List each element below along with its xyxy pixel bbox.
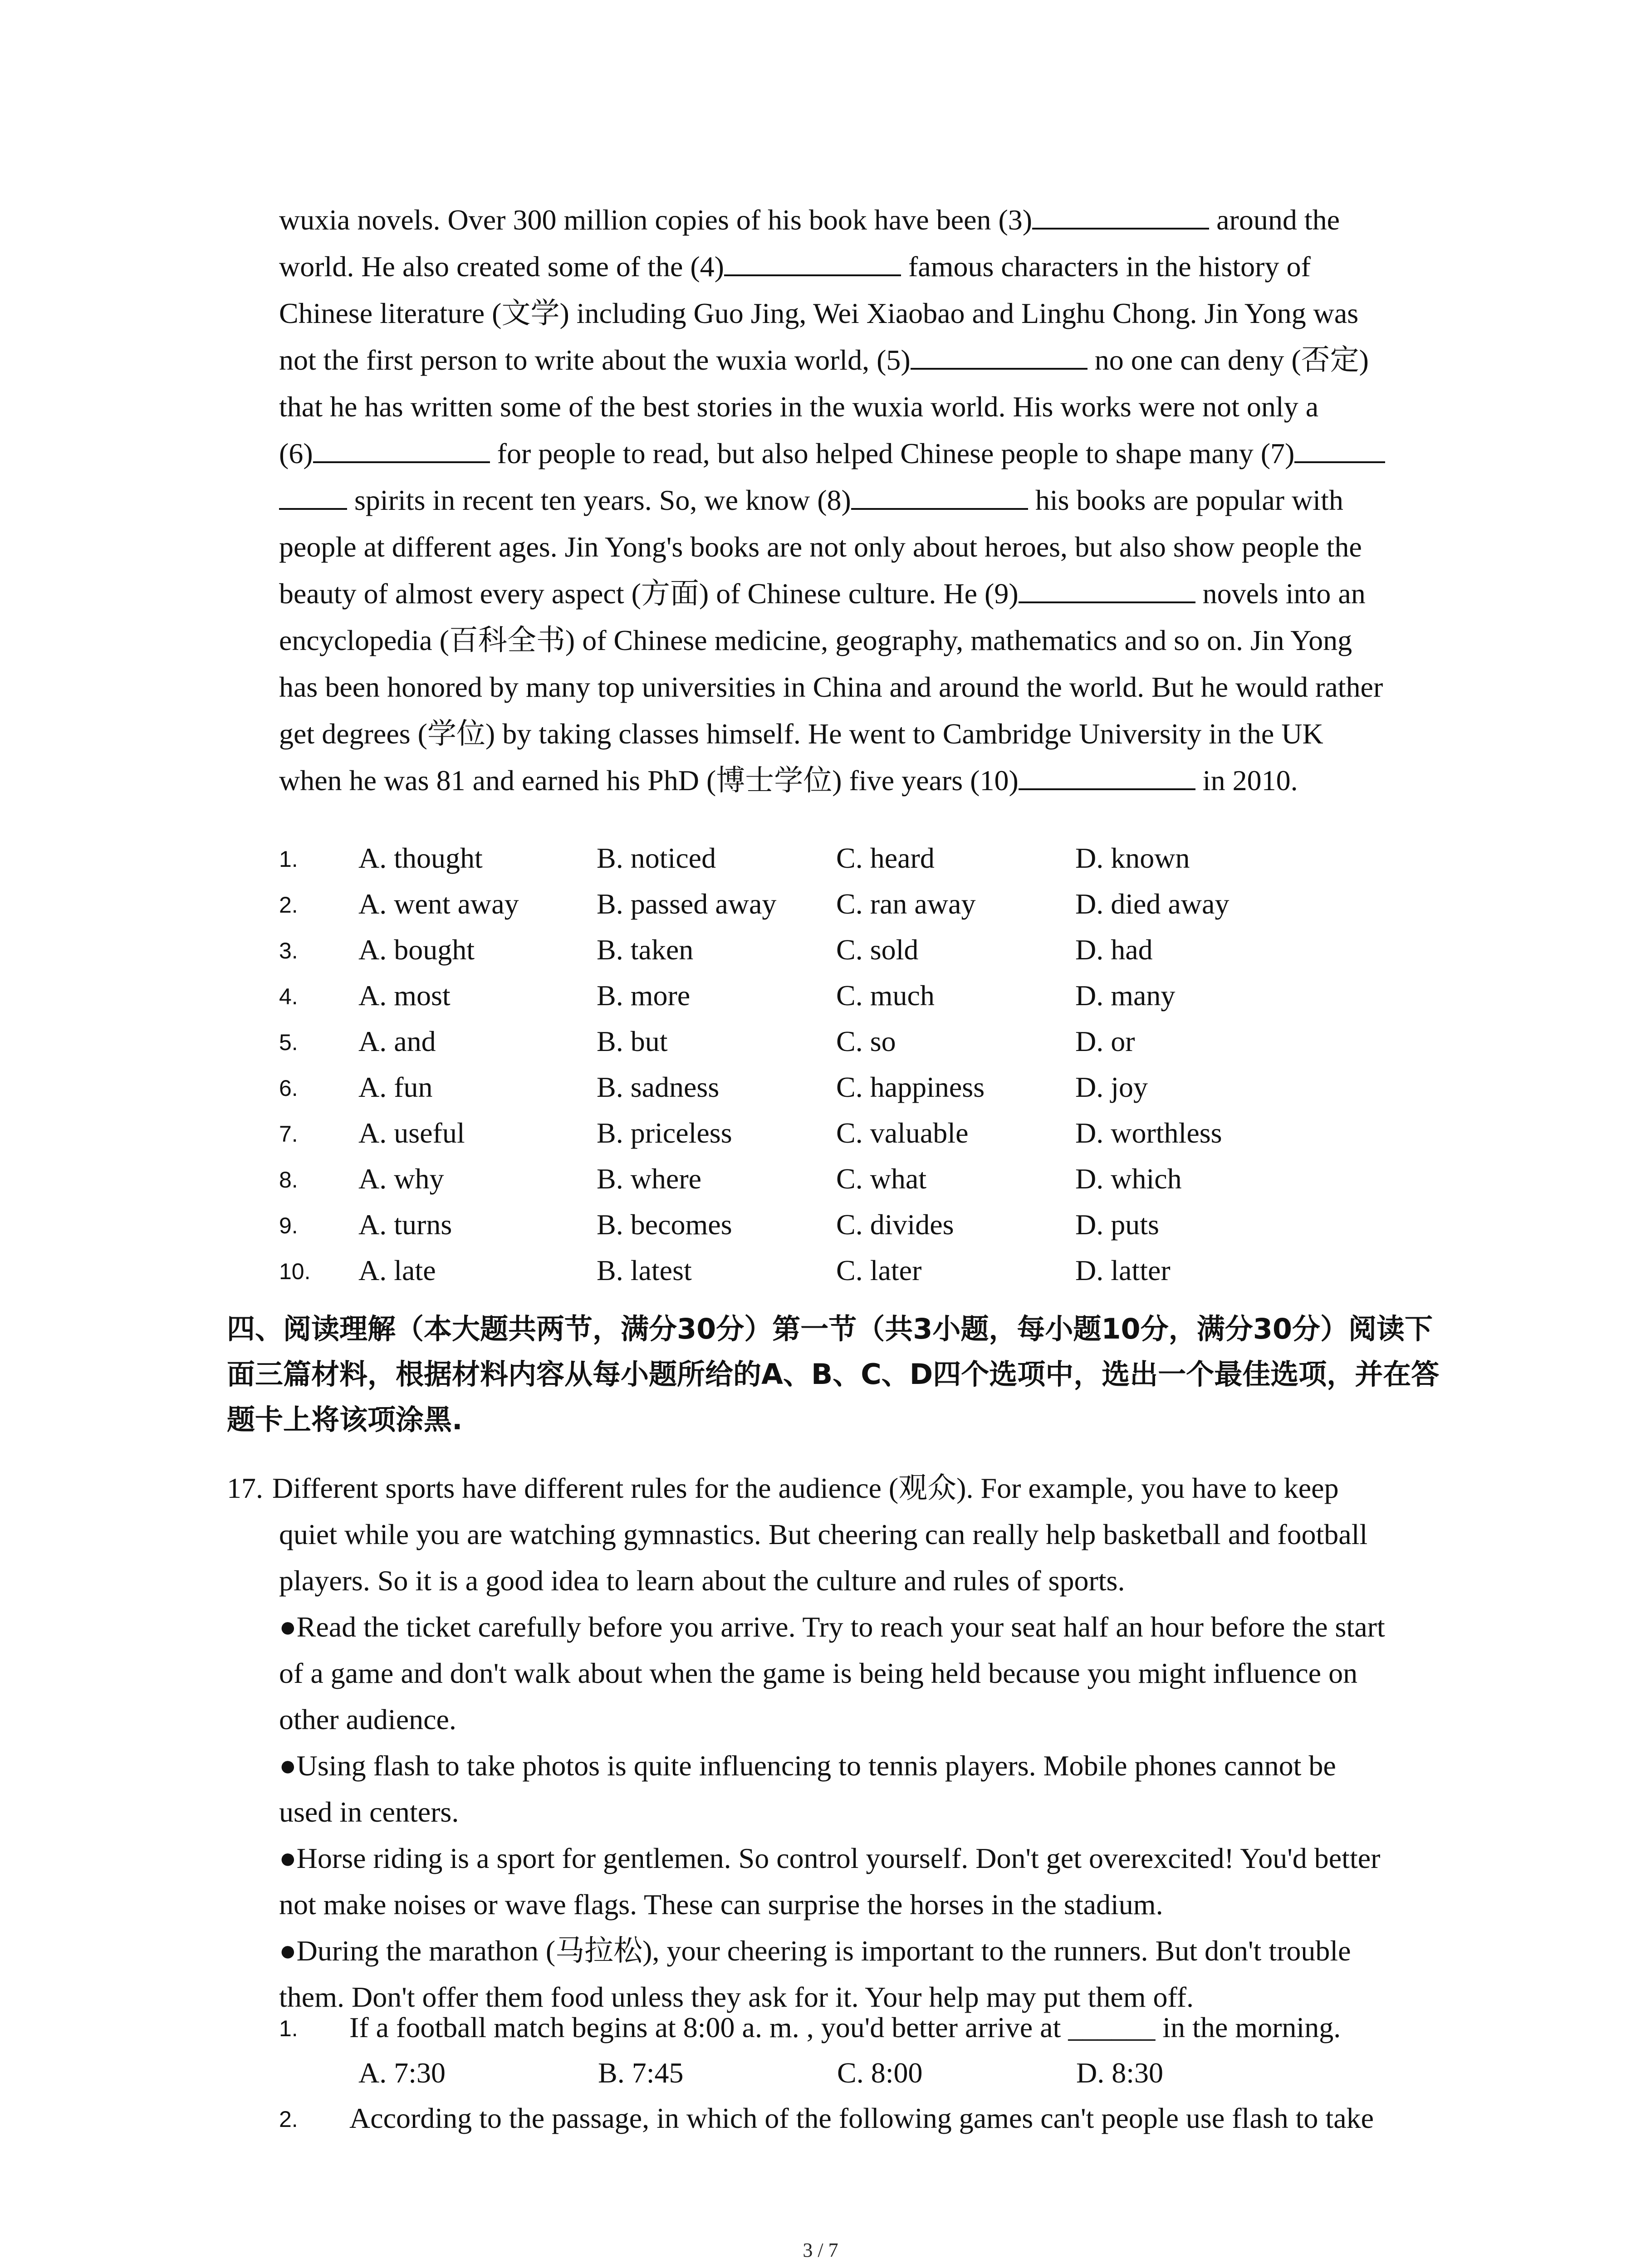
option-number: 1. — [279, 846, 298, 872]
option-number: 7. — [279, 1121, 298, 1147]
passage-line — [279, 757, 1459, 804]
subquestion-1-option-c: C. 8:00 — [837, 2057, 923, 2089]
passage-line — [279, 430, 1459, 477]
answer-blank — [851, 481, 1028, 510]
subquestion-1-number: 1. — [279, 2016, 298, 2041]
option-b: B. taken — [597, 934, 694, 966]
option-number: 2. — [279, 892, 298, 918]
option-c: C. valuable — [836, 1117, 969, 1149]
subquestion-2-text: According to the passage, in which of the following games can't people use flash to take — [349, 2102, 1374, 2134]
option-c: C. divides — [836, 1208, 954, 1241]
option-d: D. many — [1075, 979, 1176, 1012]
passage-line — [279, 383, 1459, 430]
subquestion-2-number: 2. — [279, 2107, 298, 2132]
passage-text: (6) — [279, 437, 313, 469]
option-c: C. heard — [836, 842, 935, 874]
option-d: D. which — [1075, 1163, 1182, 1195]
option-number: 3. — [279, 938, 298, 963]
option-c: C. sold — [836, 934, 919, 966]
option-b: B. priceless — [597, 1117, 732, 1149]
passage-text: beauty of almost every aspect (方面) of Chinese culture. He (9) — [279, 577, 1019, 610]
option-b: B. where — [597, 1163, 702, 1195]
option-a: A. thought — [358, 842, 483, 874]
option-number: 5. — [279, 1030, 298, 1055]
question-17-line: used in centers. — [279, 1796, 459, 1828]
question-17-line: other audience. — [279, 1703, 456, 1735]
option-b: B. sadness — [597, 1071, 720, 1103]
answer-blank — [279, 481, 347, 510]
option-a: A. why — [358, 1163, 444, 1195]
question-17-line: ●Horse riding is a sport for gentlemen. So control yourself. Don't get overexcited! You'd better — [279, 1842, 1381, 1874]
passage-text: around the — [1209, 204, 1340, 236]
question-number: 17. — [227, 1472, 263, 1504]
passage-line — [279, 196, 1459, 243]
option-a: A. went away — [358, 888, 519, 920]
passage-text: Chinese literature (文学) including Guo Jing, Wei Xiaobao and Linghu Chong. Jin Yong was — [279, 297, 1359, 329]
option-a: A. most — [358, 979, 451, 1012]
passage-text: world. He also created some of the (4) — [279, 250, 724, 283]
passage-text: in 2010. — [1195, 764, 1298, 797]
subquestion-1-text: If a football match begins at 8:00 a. m. , you'd better arrive at ______ in the morning. — [349, 2011, 1341, 2043]
page-number: 3 / 7 — [803, 2239, 838, 2261]
option-number: 6. — [279, 1075, 298, 1101]
option-c: C. what — [836, 1163, 927, 1195]
option-b: B. latest — [597, 1254, 692, 1286]
passage-line — [279, 523, 1459, 570]
passage-text: famous characters in the history of — [901, 250, 1311, 283]
answer-blank — [1019, 574, 1195, 603]
option-c: C. happiness — [836, 1071, 985, 1103]
answer-blank — [1032, 200, 1209, 230]
option-d: D. or — [1075, 1025, 1135, 1057]
passage-text: no one can deny (否定) — [1087, 344, 1369, 376]
option-c: C. later — [836, 1254, 922, 1286]
passage-text: his books are popular with — [1028, 484, 1343, 516]
passage-line — [279, 570, 1459, 617]
option-number: 4. — [279, 984, 298, 1009]
option-b: B. but — [597, 1025, 668, 1057]
subquestion-1-option-b: B. 7:45 — [598, 2057, 684, 2089]
option-c: C. so — [836, 1025, 896, 1057]
option-d: D. puts — [1075, 1208, 1159, 1241]
passage-text: spirits in recent ten years. So, we know (8) — [347, 484, 851, 516]
option-b: B. more — [597, 979, 691, 1012]
option-d: D. latter — [1075, 1254, 1171, 1286]
passage-text: for people to read, but also helped Chinese people to shape many (7) — [490, 437, 1295, 469]
answer-blank — [911, 341, 1087, 370]
cloze-passage — [279, 196, 1459, 804]
question-17-line: ●During the marathon (马拉松), your cheering is important to the runners. But don't trouble — [279, 1935, 1351, 1967]
option-number: 10. — [279, 1259, 311, 1284]
option-a: A. late — [358, 1254, 436, 1286]
passage-line — [279, 617, 1459, 664]
passage-line — [279, 664, 1459, 710]
option-b: B. noticed — [597, 842, 716, 874]
passage-line — [279, 290, 1459, 337]
passage-text: when he was 81 and earned his PhD (博士学位) five years (10) — [279, 764, 1019, 797]
option-a: A. bought — [358, 934, 475, 966]
answer-blank — [1019, 761, 1195, 790]
answer-blank — [1294, 434, 1385, 463]
question-17-line: not make noises or wave flags. These can surprise the horses in the stadium. — [279, 1888, 1163, 1921]
answer-blank — [724, 247, 901, 276]
option-a: A. and — [358, 1025, 436, 1057]
answer-blank — [313, 434, 490, 463]
section-title: 四、阅读理解（本大题共两节，满分30分）第一节（共3小题，每小题10分，满分30分）阅读下面三篇材料，根据材料内容从每小题所给的A、B、C、D四个选项中，选出一个最佳选项，并在答题卡上将该项涂黑. — [227, 1312, 1440, 1436]
option-d: D. died away — [1075, 888, 1230, 920]
subquestion-1-option-a: A. 7:30 — [358, 2057, 446, 2089]
question-17-line: ●Read the ticket carefully before you arrive. Try to reach your seat half an hour before the start — [279, 1611, 1385, 1643]
passage-text: novels into an — [1195, 577, 1366, 610]
passage-text: people at different ages. Jin Yong's books are not only about heroes, but also show people the — [279, 531, 1362, 563]
option-d: D. joy — [1075, 1071, 1148, 1103]
option-a: A. turns — [358, 1208, 452, 1241]
option-c: C. ran away — [836, 888, 976, 920]
option-a: A. fun — [358, 1071, 433, 1103]
passage-text: encyclopedia (百科全书) of Chinese medicine, geography, mathematics and so on. Jin Yong — [279, 624, 1352, 656]
option-d: D. had — [1075, 934, 1153, 966]
question-17-line: of a game and don't walk about when the game is being held because you might influence on — [279, 1657, 1358, 1689]
question-17-line: ●Using flash to take photos is quite influencing to tennis players. Mobile phones cannot be — [279, 1750, 1336, 1782]
option-number: 9. — [279, 1213, 298, 1238]
option-d: D. known — [1075, 842, 1190, 874]
passage-line — [279, 477, 1459, 523]
passage-line — [279, 243, 1459, 290]
option-c: C. much — [836, 979, 935, 1012]
passage-text: that he has written some of the best stories in the wuxia world. His works were not only a — [279, 391, 1319, 423]
option-d: D. worthless — [1075, 1117, 1222, 1149]
question-17-line: Different sports have different rules for the audience (观众). For example, you have to keep — [272, 1472, 1339, 1504]
option-b: B. passed away — [597, 888, 777, 920]
question-17-line: players. So it is a good idea to learn about the culture and rules of sports. — [279, 1564, 1125, 1597]
subquestion-1-option-d: D. 8:30 — [1076, 2057, 1163, 2089]
question-17-line: quiet while you are watching gymnastics. But cheering can really help basketball and football — [279, 1518, 1368, 1550]
option-number: 8. — [279, 1167, 298, 1193]
passage-line — [279, 710, 1459, 757]
passage-text: has been honored by many top universities in China and around the world. But he would rather — [279, 671, 1383, 703]
passage-text: get degrees (学位) by taking classes himself. He went to Cambridge University in the UK — [279, 718, 1323, 750]
passage-text: wuxia novels. Over 300 million copies of his book have been (3) — [279, 204, 1033, 236]
question-17-line: them. Don't offer them food unless they ask for it. Your help may put them off. — [279, 1981, 1194, 2013]
passage-line — [279, 337, 1459, 383]
question-17-passage — [272, 1465, 1477, 2020]
passage-text: not the first person to write about the wuxia world, (5) — [279, 344, 911, 376]
option-b: B. becomes — [597, 1208, 732, 1241]
option-a: A. useful — [358, 1117, 465, 1149]
